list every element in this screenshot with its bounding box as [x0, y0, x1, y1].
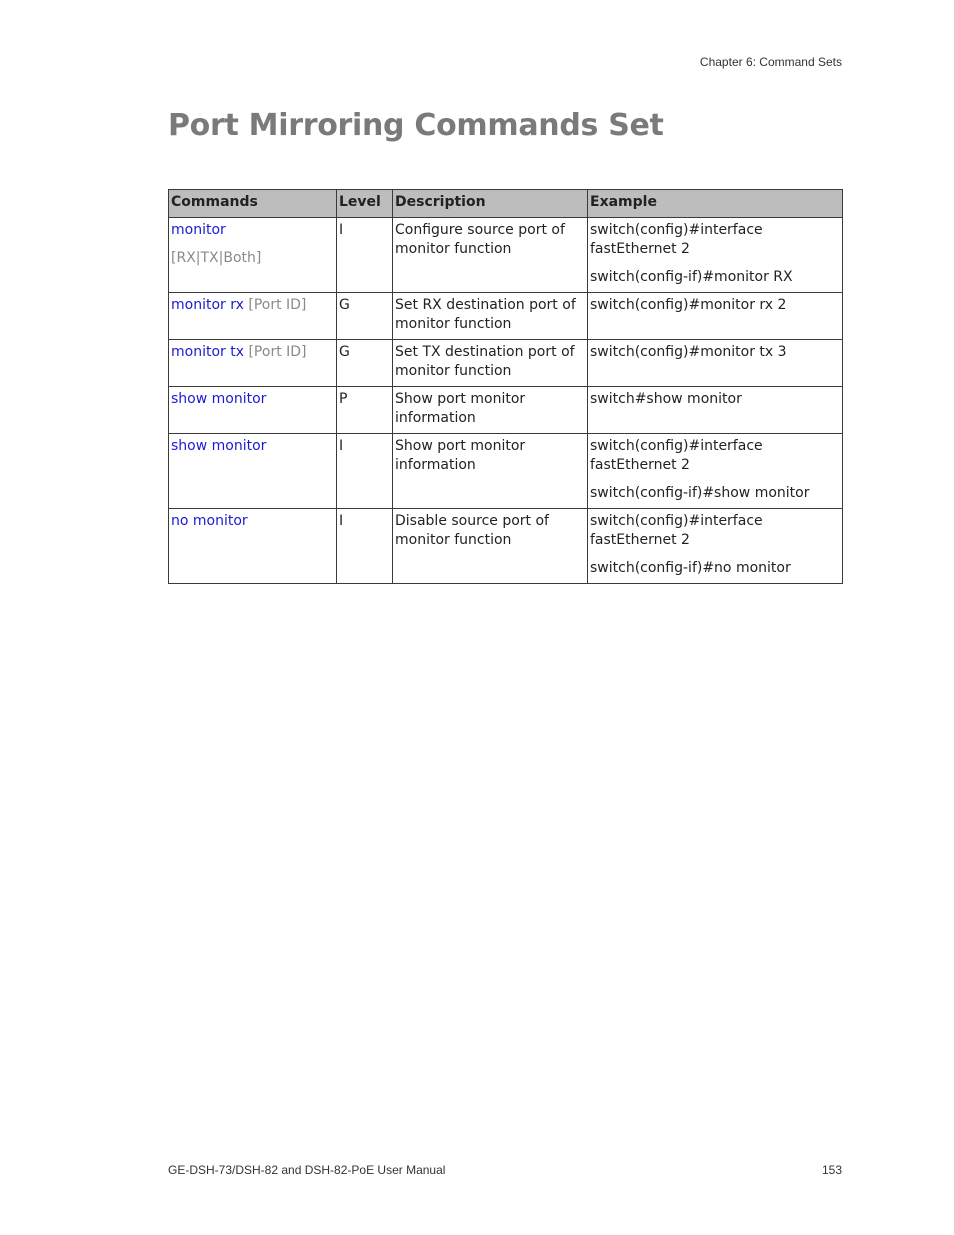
example-cell — [588, 218, 843, 293]
column-header-commands: Commands — [169, 190, 337, 218]
command-name[interactable]: show monitor — [171, 391, 267, 407]
example-line: switch#show monitor — [590, 391, 742, 407]
footer-manual-title: GE-DSH-73/DSH-82 and DSH-82-PoE User Manual — [168, 1163, 446, 1177]
command-argument: [RX|TX|Both] — [171, 250, 262, 266]
example-line: switch(config-if)#no monitor — [590, 560, 791, 576]
command-cell — [169, 509, 337, 584]
command-name[interactable]: monitor — [171, 222, 226, 238]
command-argument: [Port ID] — [248, 344, 307, 360]
level-cell: I — [337, 509, 393, 584]
footer-page-number: 153 — [821, 1163, 842, 1177]
example-line: switch(config)#interface fastEthernet 2 — [590, 438, 763, 473]
example-cell — [588, 293, 843, 340]
description-cell: Configure source port of monitor function — [393, 218, 588, 293]
table-header-row — [169, 190, 843, 218]
example-line: switch(config)#interface fastEthernet 2 — [590, 222, 763, 257]
page-title: Port Mirroring Commands Set — [168, 108, 664, 143]
description-cell: Show port monitor information — [393, 434, 588, 509]
description-cell: Show port monitor information — [393, 387, 588, 434]
command-cell — [169, 434, 337, 509]
command-cell — [169, 293, 337, 340]
column-header-description: Description — [393, 190, 588, 218]
column-header-level: Level — [337, 190, 393, 218]
command-cell — [169, 387, 337, 434]
table-row — [169, 218, 843, 293]
command-name[interactable]: monitor tx — [171, 344, 245, 360]
level-cell: I — [337, 218, 393, 293]
level-cell: P — [337, 387, 393, 434]
level-cell: G — [337, 293, 393, 340]
description-cell: Set TX destination port of monitor function — [393, 340, 588, 387]
example-cell — [588, 340, 843, 387]
table-row — [169, 387, 843, 434]
example-line: switch(config-if)#show monitor — [590, 485, 810, 501]
example-line: switch(config-if)#monitor RX — [590, 269, 793, 285]
table-row — [169, 509, 843, 584]
table-row — [169, 340, 843, 387]
example-cell — [588, 387, 843, 434]
example-line: switch(config)#interface fastEthernet 2 — [590, 513, 763, 548]
command-cell — [169, 218, 337, 293]
command-name[interactable]: show monitor — [171, 438, 267, 454]
level-cell: I — [337, 434, 393, 509]
column-header-example: Example — [588, 190, 843, 218]
command-cell — [169, 340, 337, 387]
table-row — [169, 434, 843, 509]
example-line: switch(config)#monitor tx 3 — [590, 344, 787, 360]
table-row — [169, 293, 843, 340]
level-cell: G — [337, 340, 393, 387]
commands-table — [168, 189, 843, 584]
command-name[interactable]: monitor rx — [171, 297, 244, 313]
example-cell — [588, 434, 843, 509]
description-cell: Set RX destination port of monitor function — [393, 293, 588, 340]
chapter-header: Chapter 6: Command Sets — [699, 55, 842, 69]
example-line: switch(config)#monitor rx 2 — [590, 297, 787, 313]
description-cell: Disable source port of monitor function — [393, 509, 588, 584]
example-cell — [588, 509, 843, 584]
command-name[interactable]: no monitor — [171, 513, 248, 529]
command-argument: [Port ID] — [248, 297, 307, 313]
